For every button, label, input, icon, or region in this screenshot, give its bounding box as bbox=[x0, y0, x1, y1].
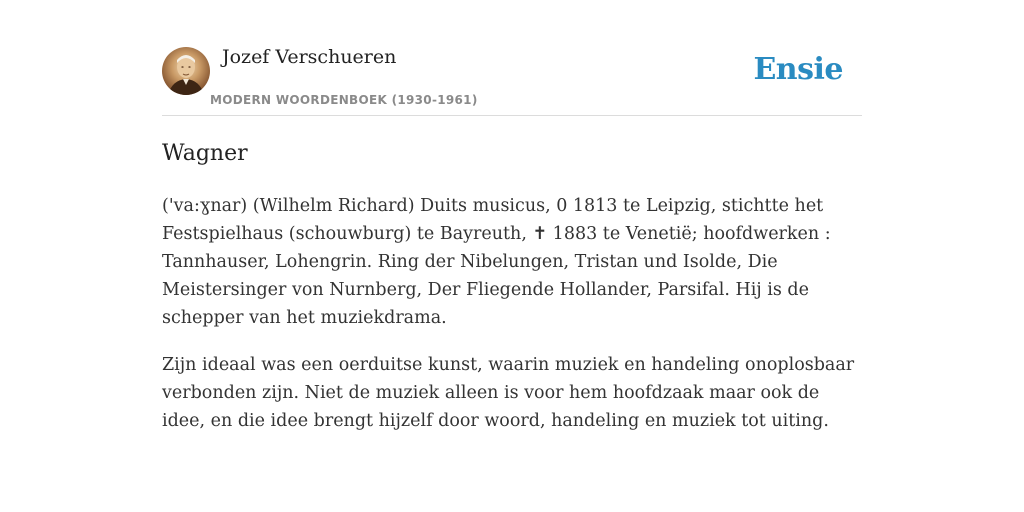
author-name[interactable]: Jozef Verschueren bbox=[222, 46, 397, 68]
dictionary-source[interactable]: MODERN WOORDENBOEK (1930-1961) bbox=[210, 93, 478, 107]
entry-paragraph: ('va:ɣnar) (Wilhelm Richard) Duits musicus, 0 1813 te Leipzig, stichtte het Festspielhaus (schouwburg) te Bayreuth, ✝ 1883 te Venetië; hoofdwerken : Tannhauser, Lohengrin. Ring der Nibelungen, Tristan und Isolde, Die Meistersinger von Nurnberg, Der Fliegende Hollander, Parsifal. Hij is de schepper van het muziekdrama. bbox=[162, 196, 831, 328]
ensie-logo[interactable]: Ensie bbox=[753, 52, 843, 87]
author-portrait-icon bbox=[162, 47, 210, 95]
entry-page bbox=[162, 0, 862, 512]
entry-title: Wagner bbox=[162, 141, 248, 166]
entry-paragraph: Zijn ideaal was een oerduitse kunst, waarin muziek en handeling onoplosbaar verbonden zijn. Niet de muziek alleen is voor hem hoofdzaak maar ook de idee, en die idee brengt hijzelf door woord, handeling en muziek tot uiting. bbox=[162, 355, 855, 431]
author-avatar[interactable] bbox=[162, 47, 210, 95]
header-divider bbox=[162, 115, 862, 116]
